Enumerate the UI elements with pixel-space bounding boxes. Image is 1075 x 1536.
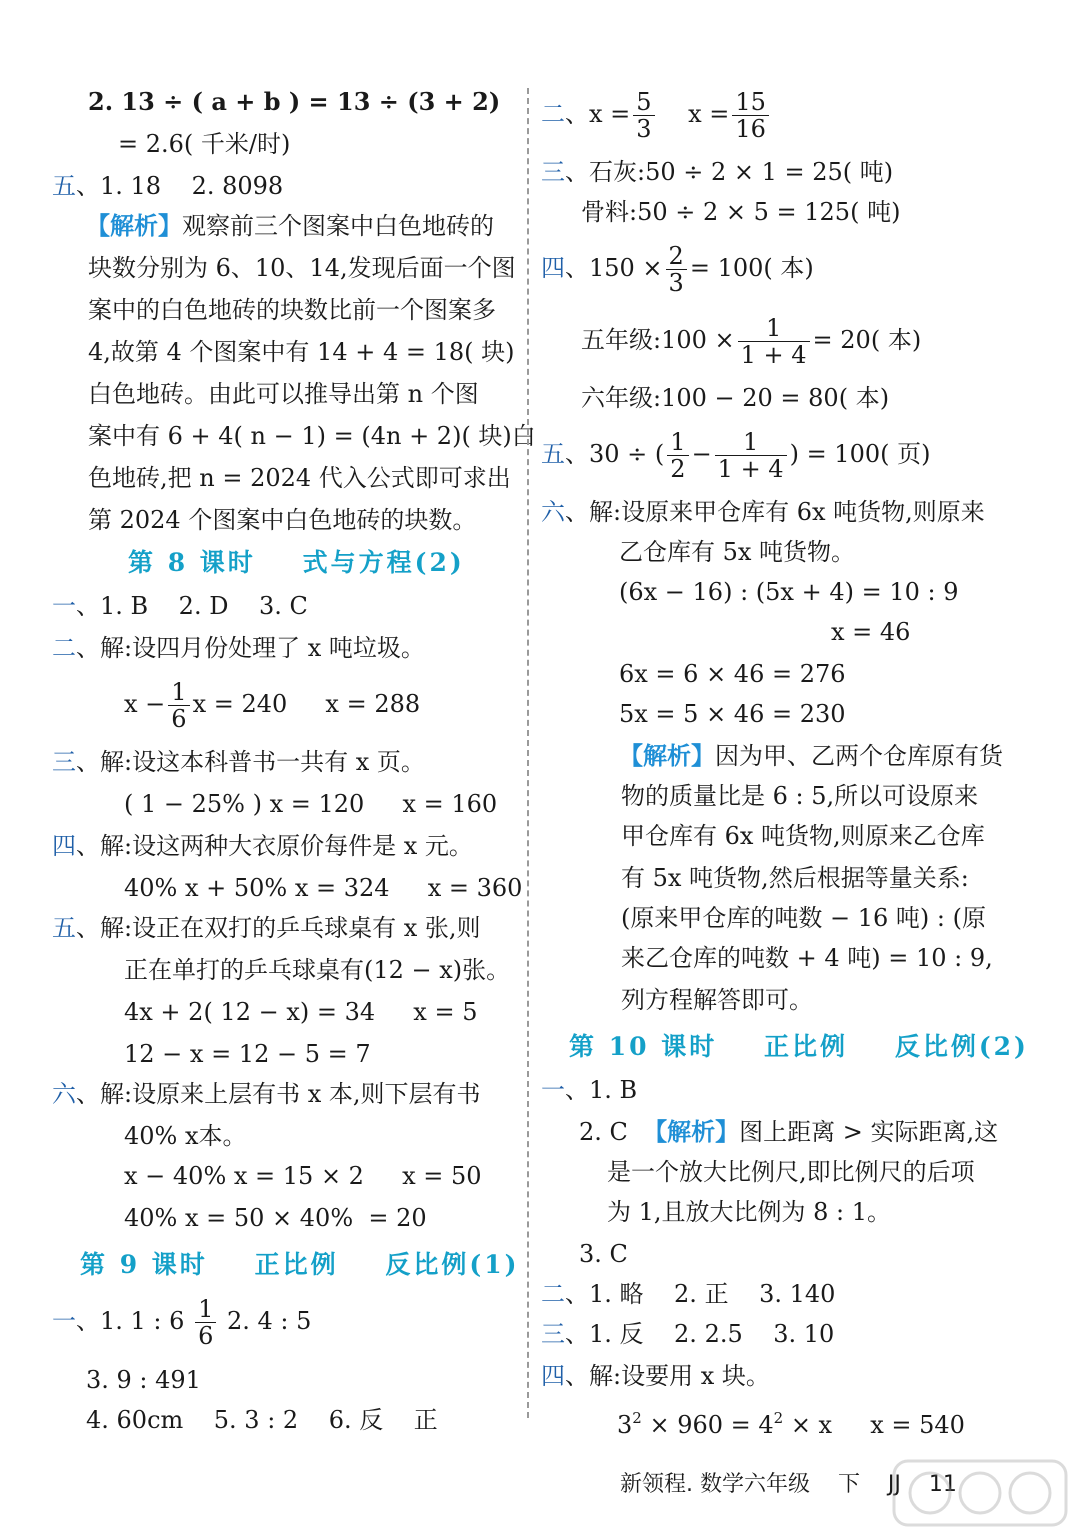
question-number: 五 <box>541 440 565 468</box>
equation-line: 40% x = 50 × 40% = 20 <box>124 1204 427 1232</box>
question-number: 二 <box>52 634 76 662</box>
answer-text: 、1. 反 2. 2.5 3. 10 <box>565 1320 835 1348</box>
lesson-heading-9: 第 9 课时 正比例 反比例(1) <box>80 1250 520 1279</box>
answer-text: 、1. B <box>565 1076 638 1104</box>
equation: 2. 13 ÷ ( a + b ) = 13 ÷ (3 + 2) <box>88 87 501 116</box>
exponent: 2 <box>773 1409 784 1427</box>
equation-line: 六年级:100 − 20 = 80( 本) <box>581 384 890 412</box>
denominator: 3 <box>668 269 684 297</box>
equation-line: 4x + 2( 12 − x) = 34 x = 5 <box>124 998 478 1026</box>
question-six <box>541 496 985 528</box>
answer-text: 、解:设正在双打的乒乓球桌有 x 张,则 <box>76 914 481 942</box>
analysis-line: 是一个放大比例尺,即比例尺的后项 <box>607 1158 975 1186</box>
answer-text: 、30 ÷ ( <box>565 440 665 468</box>
question-two <box>541 86 772 142</box>
answer-line: 正在单打的乒乓球桌有(12 − x)张。 <box>124 956 511 984</box>
equation-line: 12 − x = 12 − 5 = 7 <box>124 1040 371 1068</box>
analysis-line: 第 2024 个图案中白色地砖的块数。 <box>88 506 477 534</box>
page-footer: 新领程. 数学六年级 下 JJ 11 <box>620 1472 957 1497</box>
numerator: 15 <box>732 89 769 116</box>
answer-text: 、1. 1 : 6 <box>76 1307 185 1335</box>
fraction <box>738 315 810 368</box>
equation-line: x = 46 <box>831 618 911 646</box>
analysis-line: 块数分别为 6、10、14,发现后面一个图 <box>88 254 516 282</box>
exponent: 2 <box>632 1409 642 1427</box>
equation-line: 40% x + 50% x = 324 x = 360 <box>124 874 523 902</box>
question-one <box>52 590 308 622</box>
equation-part: x = 240 x = 288 <box>192 690 421 718</box>
answer-text: 、石灰:50 ÷ 2 × 1 = 25( 吨) <box>565 158 894 186</box>
analysis-line: 有 5x 吨货物,然后根据等量关系: <box>621 864 969 892</box>
numerator: 1 <box>715 429 787 456</box>
question-number: 一 <box>52 1307 76 1335</box>
answer-line: = 2.6( 千米/时) <box>118 130 291 158</box>
answer-line: 4. 60cm 5. 3 : 2 6. 反 正 <box>86 1406 438 1434</box>
denominator: 6 <box>171 705 187 733</box>
question-two <box>52 632 425 664</box>
answer-text: 、x = <box>565 100 631 128</box>
analysis-tag: 【解析】 <box>643 1117 740 1146</box>
analysis-line: 来乙仓库的吨数 + 4 吨) = 10 : 9, <box>621 944 993 972</box>
analysis-text: 因为甲、乙两个仓库原有货 <box>715 742 1003 770</box>
equation-line: ( 1 − 25% ) x = 120 x = 160 <box>124 790 498 818</box>
equation-line <box>124 676 420 732</box>
numerator: 2 <box>666 243 687 270</box>
answer-text: 、解:设四月份处理了 x 吨垃圾。 <box>76 634 425 662</box>
answer-line <box>88 86 500 118</box>
analysis-tag: 【解析】 <box>619 741 715 770</box>
answer-text: = 100( 本) <box>689 254 814 282</box>
answer-text: 、解:设这两种大衣原价每件是 x 元。 <box>76 832 473 860</box>
answer-line: 乙仓库有 5x 吨货物。 <box>619 538 856 566</box>
answer-text: 、解:设要用 x 块。 <box>565 1362 770 1390</box>
answer-line: 40% x本。 <box>124 1122 247 1150</box>
answer-text: 、解:设原来上层有书 x 本,则下层有书 <box>76 1080 481 1108</box>
question-number: 三 <box>541 1320 565 1348</box>
equation-line: (6x − 16) : (5x + 4) = 10 : 9 <box>619 578 959 606</box>
question-one <box>52 1292 311 1350</box>
analysis-line <box>619 740 1003 772</box>
answer-text: 、1. B 2. D 3. C <box>76 592 308 620</box>
answer-text: 、解:设原来甲仓库有 6x 吨货物,则原来 <box>565 498 985 526</box>
equation-part: x − <box>124 690 166 718</box>
equation-line: x − 40% x = 15 × 2 x = 50 <box>124 1162 482 1190</box>
answer-line: 骨料:50 ÷ 2 × 5 = 125( 吨) <box>581 198 901 226</box>
answer-text: 2. C <box>579 1118 628 1146</box>
question-five <box>52 912 481 944</box>
analysis-line: 为 1,且放大比例为 8 : 1。 <box>607 1198 892 1226</box>
question-number: 一 <box>52 592 76 620</box>
equation-part: 五年级:100 × <box>581 326 735 354</box>
denominator: 6 <box>198 1322 214 1350</box>
analysis-line: 甲仓库有 6x 吨货物,则原来乙仓库 <box>621 822 985 850</box>
question-four <box>541 240 814 296</box>
analysis-line: 白色地砖。由此可以推导出第 n 个图 <box>88 380 479 408</box>
answer-line: 3. 9 : 491 <box>86 1366 201 1394</box>
equation-part: = 20( 本) <box>812 326 922 354</box>
question-four <box>52 830 473 862</box>
denominator: 1 + 4 <box>740 341 807 369</box>
question-number: 六 <box>541 498 565 526</box>
question-number: 六 <box>52 1080 76 1108</box>
question-number: 二 <box>541 1280 565 1308</box>
question-number: 一 <box>541 1076 565 1104</box>
question-number: 五 <box>52 172 76 200</box>
equation-line: 6x = 6 × 46 = 276 <box>619 660 846 688</box>
denominator: 16 <box>735 115 766 143</box>
fraction <box>715 429 787 482</box>
numerator: 1 <box>168 679 189 706</box>
question-three <box>541 1318 834 1350</box>
answer-text: 、1. 略 2. 正 3. 140 <box>565 1280 836 1308</box>
question-five <box>52 170 283 202</box>
analysis-line: 案中有 6 + 4( n − 1) = (4n + 2)( 块)白 <box>88 422 536 450</box>
analysis-tag: 【解析】 <box>86 211 182 240</box>
equation-part: × 960 = 4 <box>641 1411 774 1439</box>
denominator: 2 <box>670 455 686 483</box>
answer-text: 、1. 18 2. 8098 <box>76 172 284 200</box>
question-number: 四 <box>541 1362 565 1390</box>
equation-line <box>581 312 921 368</box>
watermark-logo-icon <box>890 1455 1070 1531</box>
denominator: 1 + 4 <box>717 455 784 483</box>
answer-line <box>579 1116 998 1148</box>
operator: − <box>691 440 712 468</box>
answer-text: 、解:设这本科普书一共有 x 页。 <box>76 748 425 776</box>
analysis-line: (原来甲仓库的吨数 − 16 吨) : (原 <box>621 904 986 932</box>
answer-text: x = <box>688 100 730 128</box>
question-four <box>541 1360 770 1392</box>
question-number: 四 <box>541 254 565 282</box>
equation-line: 5x = 5 × 46 = 230 <box>619 700 846 728</box>
question-two <box>541 1278 835 1310</box>
analysis-text: 观察前三个图案中白色地砖的 <box>182 212 494 240</box>
fraction <box>195 1296 216 1349</box>
question-six <box>52 1078 481 1110</box>
denominator: 3 <box>636 115 652 143</box>
question-three <box>52 746 425 778</box>
analysis-line: 列方程解答即可。 <box>621 986 813 1014</box>
equation-part: × x x = 540 <box>783 1411 965 1439</box>
question-one <box>541 1074 637 1106</box>
equation-line <box>617 1402 965 1441</box>
fraction <box>667 429 688 482</box>
fraction <box>666 243 687 296</box>
analysis-text: 图上距离 > 实际距离,这 <box>739 1118 999 1146</box>
question-five <box>541 426 930 482</box>
equation-part: 3 <box>617 1411 633 1439</box>
answer-text: 、150 × <box>565 254 663 282</box>
question-number: 五 <box>52 914 76 942</box>
answer-text: 2. 4 : 5 <box>226 1307 312 1335</box>
numerator: 1 <box>195 1296 216 1323</box>
numerator: 1 <box>738 315 810 342</box>
question-number: 四 <box>52 832 76 860</box>
question-three <box>541 156 893 188</box>
analysis-line: 物的质量比是 6 : 5,所以可设原来 <box>621 782 979 810</box>
analysis-line: 4,故第 4 个图案中有 14 + 4 = 18( 块) <box>88 338 515 366</box>
analysis-line: 案中的白色地砖的块数比前一个图案多 <box>88 296 496 324</box>
numerator: 1 <box>667 429 688 456</box>
analysis-line <box>86 210 494 242</box>
answer-text: ) = 100( 页) <box>789 440 931 468</box>
fraction <box>732 89 769 142</box>
question-number: 三 <box>541 158 565 186</box>
lesson-heading-10: 第 10 课时 正比例 反比例(2) <box>569 1032 1029 1061</box>
question-number: 三 <box>52 748 76 776</box>
fraction <box>633 89 654 142</box>
column-divider <box>527 88 529 1418</box>
fraction <box>168 679 189 732</box>
lesson-heading-8: 第 8 课时 式与方程(2) <box>128 548 465 577</box>
answer-line: 3. C <box>579 1240 628 1268</box>
analysis-line: 色地砖,把 n = 2024 代入公式即可求出 <box>88 464 511 492</box>
question-number: 二 <box>541 100 565 128</box>
numerator: 5 <box>633 89 654 116</box>
